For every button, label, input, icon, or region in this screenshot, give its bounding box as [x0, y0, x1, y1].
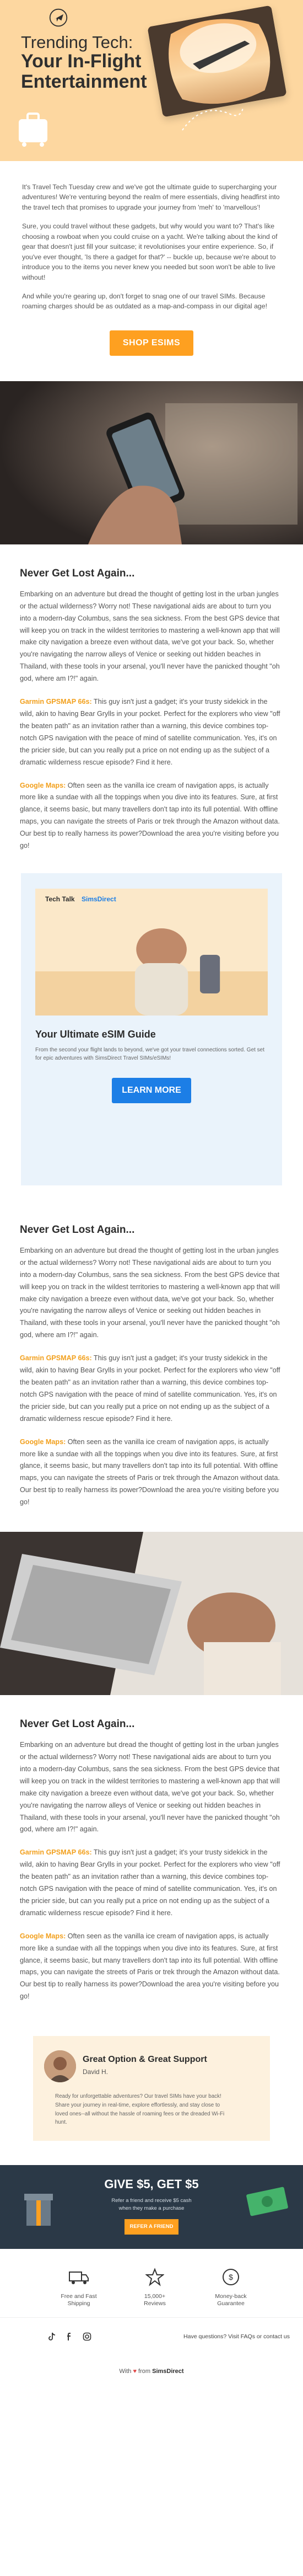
- star-icon: [145, 2268, 164, 2286]
- garmin-label: Garmin GPSMAP 66s:: [20, 1354, 92, 1362]
- promo-subtitle: [0, 2197, 303, 2213]
- airplane-icon: [48, 8, 68, 28]
- feature-line: Shipping: [67, 2300, 90, 2307]
- card-button-wrap: [35, 1062, 268, 1103]
- garmin-link[interactable]: here: [156, 1909, 171, 1917]
- feature-reviews: [130, 2268, 180, 2317]
- review-card: [33, 2036, 270, 2141]
- hero-title-line1: Trending Tech:: [21, 33, 133, 52]
- maps-text: Often seen as the vanilla ice cream of navigation apps, is actually more like a sundae with all the toppings when you dive into its features. Sure, at first glance, it seems basic, but many travellers don't tap into its full potential. With offline maps, you can navigate the streets of Paris or trek through the Amazon without data. Our best tip to really harness its power?Download the area you're visiting before you go!: [20, 1932, 280, 2001]
- intro-paragraph: Sure, you could travel without these gadgets, but why would you want to? That's like choosing a rowboat when you could cruise on a yacht. We're talking about the kind of gear that doesn't just fill your suitcase; it revolutionises your entire experience. So, if you've ever thought, 'Is there a gadget for that?' -- buckle up, because we're about to introduce you to the items you never knew you needed but soon won't be able to live without!: [22, 222, 278, 281]
- maps-text: Often seen as the vanilla ice cream of navigation apps, is actually more like a sundae with all the toppings when you dive into its features. Sure, at first glance, it seems basic, but many travellers don't tap into its full potential. With offline maps, you can navigate the streets of Paris or trek through the Amazon without data. Our best tip to really harness its power?Download the area you're visiting before you go!: [20, 1437, 280, 1506]
- section-title: Never Get Lost Again...: [20, 567, 135, 579]
- navigation-section: [0, 1201, 303, 1526]
- feature-line: Guarantee: [217, 2300, 245, 2307]
- section-paragraph: Embarking on an adventure but dread the thought of getting lost in the urban jungles or the actual wilderness? Worry not! These navigational aids are about to turn you into a modern-day Columbus, sans the sea sickness. From the best GPS device that will keep you on track in the wildest territories to mastering a well-known app that will make city navigation a breeze even without data, we've got your back. So, whether you're navigating the narrow alleys of Venice or seeking out hidden beaches in Thailand, with these tools in your arsenal, you'll never have the panicked thought "oh god, where am I?!" again.: [20, 1246, 280, 1339]
- review-title: Great Option & Great Support: [83, 2055, 207, 2065]
- hero-title-line2: Your In-Flight Entertainment: [21, 51, 147, 93]
- garmin-paragraph: Garmin GPSMAP 66s: This guy isn't just a gadget; it's your trusty sidekick in the wild, akin to having Bear Grylls in your pocket. Perfect for the explorers who view "off the beaten path" as an invitation rather than a warning, this device combines top-notch GPS navigation with the peace of mind of satellite communication. Yes, it's on the pricier side, but can you really put a price on not ending up as the subject of a dramatic wilderness rescue episode? Find it here.: [20, 698, 280, 766]
- svg-text:$: $: [229, 2273, 233, 2282]
- esim-guide-card: [21, 873, 282, 1185]
- learn-more-button[interactable]: LEARN MORE: [112, 1078, 191, 1103]
- intro-text: [0, 161, 303, 312]
- promo-subtitle-line1: Refer a friend and receive $5 cash: [111, 2198, 192, 2204]
- navigation-section: [0, 1695, 303, 2021]
- maps-paragraph: [20, 780, 283, 852]
- money-back-icon: [221, 2268, 240, 2286]
- maps-label: Google Maps:: [20, 1437, 66, 1446]
- promo-title: GIVE $5, GET $5: [104, 2177, 199, 2192]
- garmin-link[interactable]: here: [156, 1414, 171, 1423]
- garmin-text: This guy isn't just a gadget; it's your trusty sidekick in the wild, akin to having Bear Grylls in your pocket. Perfect for the explorers who view "off the beaten path" as an invitation rather than a warning, this device combines top-notch GPS navigation with the peace of mind of satellite communication. Yes, it's on the pricier side, but can you really put a price on not ending up as the subject of a dramatic wilderness rescue episode? Find it: [20, 1848, 280, 1917]
- refer-friend-button[interactable]: REFER A FRIEND: [125, 2219, 178, 2235]
- features-row: [0, 2249, 303, 2317]
- feature-line: Free and Fast: [61, 2293, 97, 2300]
- feature-guarantee: [206, 2268, 256, 2317]
- section-title: Never Get Lost Again...: [20, 1718, 135, 1730]
- feature-shipping: [54, 2268, 104, 2317]
- avatar: [44, 2050, 76, 2082]
- footer-signoff: [0, 2358, 303, 2398]
- shop-cta-wrap: [0, 320, 303, 381]
- garmin-text: This guy isn't just a gadget; it's your trusty sidekick in the wild, akin to having Bear Grylls in your pocket. Perfect for the explorers who view "off the beaten path" as an invitation rather than a warning, this device combines top-notch GPS navigation with the peace of mind of satellite communication. Yes, it's on the pricier side, but can you really put a price on not ending up as the subject of a dramatic wilderness rescue episode? Find it: [20, 1354, 280, 1423]
- card-brand-left: Tech Talk: [45, 895, 75, 903]
- feature-line: Money-back: [215, 2293, 247, 2300]
- maps-paragraph: [20, 1436, 283, 1509]
- maps-text: Often seen as the vanilla ice cream of navigation apps, is actually more like a sundae with all the toppings when you dive into its features. Sure, at first glance, it seems basic, but many travellers don't tap into its full potential. With offline maps, you can navigate the streets of Paris or trek through the Amazon without data. Our best tip to really harness its power?Download the area you're visiting before you go!: [20, 781, 280, 850]
- maps-label: Google Maps:: [20, 1932, 66, 1940]
- garmin-paragraph: Garmin GPSMAP 66s: This guy isn't just a gadget; it's your trusty sidekick in the wild, akin to having Bear Grylls in your pocket. Perfect for the explorers who view "off the beaten path" as an invitation rather than a warning, this device combines top-notch GPS navigation with the peace of mind of satellite communication. Yes, it's on the pricier side, but can you really put a price on not ending up as the subject of a dramatic wilderness rescue episode? Find it here.: [20, 1354, 280, 1423]
- maps-label: Google Maps:: [20, 781, 66, 789]
- garmin-label: Garmin GPSMAP 66s:: [20, 1848, 92, 1857]
- garmin-link[interactable]: here: [156, 758, 171, 766]
- review-author: David H.: [83, 2068, 109, 2076]
- footer-social-row: [0, 2317, 303, 2358]
- section-paragraph: Embarking on an adventure but dread the thought of getting lost in the urban jungles or the actual wilderness? Worry not! These navigational aids are about to turn you into a modern-day Columbus, sans the sea sickness. From the best GPS device that will keep you on track in the wildest territories to mastering a well-known app that will make city navigation a breeze even without data, we've got your back. So, whether you're navigating the narrow alleys of Venice or seeking out hidden beaches in Thailand, with these tools in your arsenal, you'll never have the panicked thought "oh god, where am I?!" again.: [20, 590, 280, 683]
- section-paragraph: Embarking on an adventure but dread the thought of getting lost in the urban jungles or the actual wilderness? Worry not! These navigational aids are about to turn you into a modern-day Columbus, sans the sea sickness. From the best GPS device that will keep you on track in the wildest territories to mastering a well-known app that will make city navigation a breeze even without data, we've got your back. So, whether you're navigating the narrow alleys of Venice or seeking out hidden beaches in Thailand, with these tools in your arsenal, you'll never have the panicked thought "oh god, where am I?!" again.: [20, 1741, 280, 1834]
- heart-icon: ♥: [133, 2368, 137, 2375]
- hero-banner: [0, 0, 303, 161]
- card-title: Your Ultimate eSIM Guide: [35, 1028, 156, 1040]
- review-text: Ready for unforgettable adventures? Our travel SIMs have your back! Share your journey in real-time, explore effortlessly, and stay close to loved ones--all without the hassle of roaming fees or the dreaded Wi-Fi hunt.: [55, 2093, 225, 2126]
- hero-title: [21, 33, 148, 92]
- section-title: Never Get Lost Again...: [20, 1223, 135, 1236]
- laptop-photo: [0, 1532, 303, 1695]
- decor-dots: [180, 97, 246, 136]
- shop-esims-button[interactable]: SHOP ESIMS: [110, 330, 193, 356]
- footer-from: from: [138, 2368, 151, 2375]
- facebook-icon[interactable]: [65, 2332, 74, 2341]
- esim-guide-image: [35, 889, 268, 1016]
- garmin-label: Garmin GPSMAP 66s:: [20, 698, 92, 706]
- phone-photo: [0, 381, 303, 544]
- footer-with: With: [119, 2368, 132, 2375]
- navigation-section: [0, 544, 303, 870]
- footer-brand: SimsDirect: [152, 2368, 184, 2375]
- garmin-paragraph: Garmin GPSMAP 66s: This guy isn't just a gadget; it's your trusty sidekick in the wild, akin to having Bear Grylls in your pocket. Perfect for the explorers who view "off the beaten path" as an invitation rather than a warning, this device combines top-notch GPS navigation with the peace of mind of satellite communication. Yes, it's on the pricier side, but can you really put a price on not ending up as the subject of a dramatic wilderness rescue episode? Find it here.: [20, 1848, 280, 1917]
- card-brand-right: SimsDirect: [82, 895, 116, 903]
- help-text[interactable]: Have questions? Visit FAQs or contact us: [183, 2333, 290, 2340]
- feature-line: Reviews: [144, 2300, 166, 2307]
- card-description: From the second your flight lands to beyond, we've got your travel connections sorted. Get set for epic adventures with SimsDirect Travel SIMs/eSIMs!: [35, 1046, 265, 1061]
- intro-paragraph: It's Travel Tech Tuesday crew and we've got the ultimate guide to supercharging your adventures! We're venturing beyond the realm of mere essentials, diving headfirst into the travel tech that promises to upgrade your journey from 'meh' to 'marvellous'!: [22, 183, 280, 211]
- social-links: [47, 2332, 91, 2341]
- intro-paragraph: And while you're gearing up, don't forget to snag one of our travel SIMs. Because roaming charges should be as outdated as a map-and-compass in our digital age!: [22, 292, 268, 311]
- promo-subtitle-line2: when they make a purchase: [118, 2205, 185, 2212]
- feature-line: 15,000+: [144, 2293, 166, 2300]
- truck-icon: [68, 2268, 89, 2286]
- tiktok-icon[interactable]: [47, 2332, 56, 2341]
- luggage-icon: [11, 106, 55, 150]
- instagram-icon[interactable]: [83, 2332, 91, 2341]
- garmin-text: This guy isn't just a gadget; it's your trusty sidekick in the wild, akin to having Bear Grylls in your pocket. Perfect for the explorers who view "off the beaten path" as an invitation rather than a warning, this device combines top-notch GPS navigation with the peace of mind of satellite communication. Yes, it's on the pricier side, but can you really put a price on not ending up as the subject of a dramatic wilderness rescue episode? Find it: [20, 698, 280, 766]
- referral-banner: [0, 2165, 303, 2249]
- maps-paragraph: [20, 1931, 283, 2003]
